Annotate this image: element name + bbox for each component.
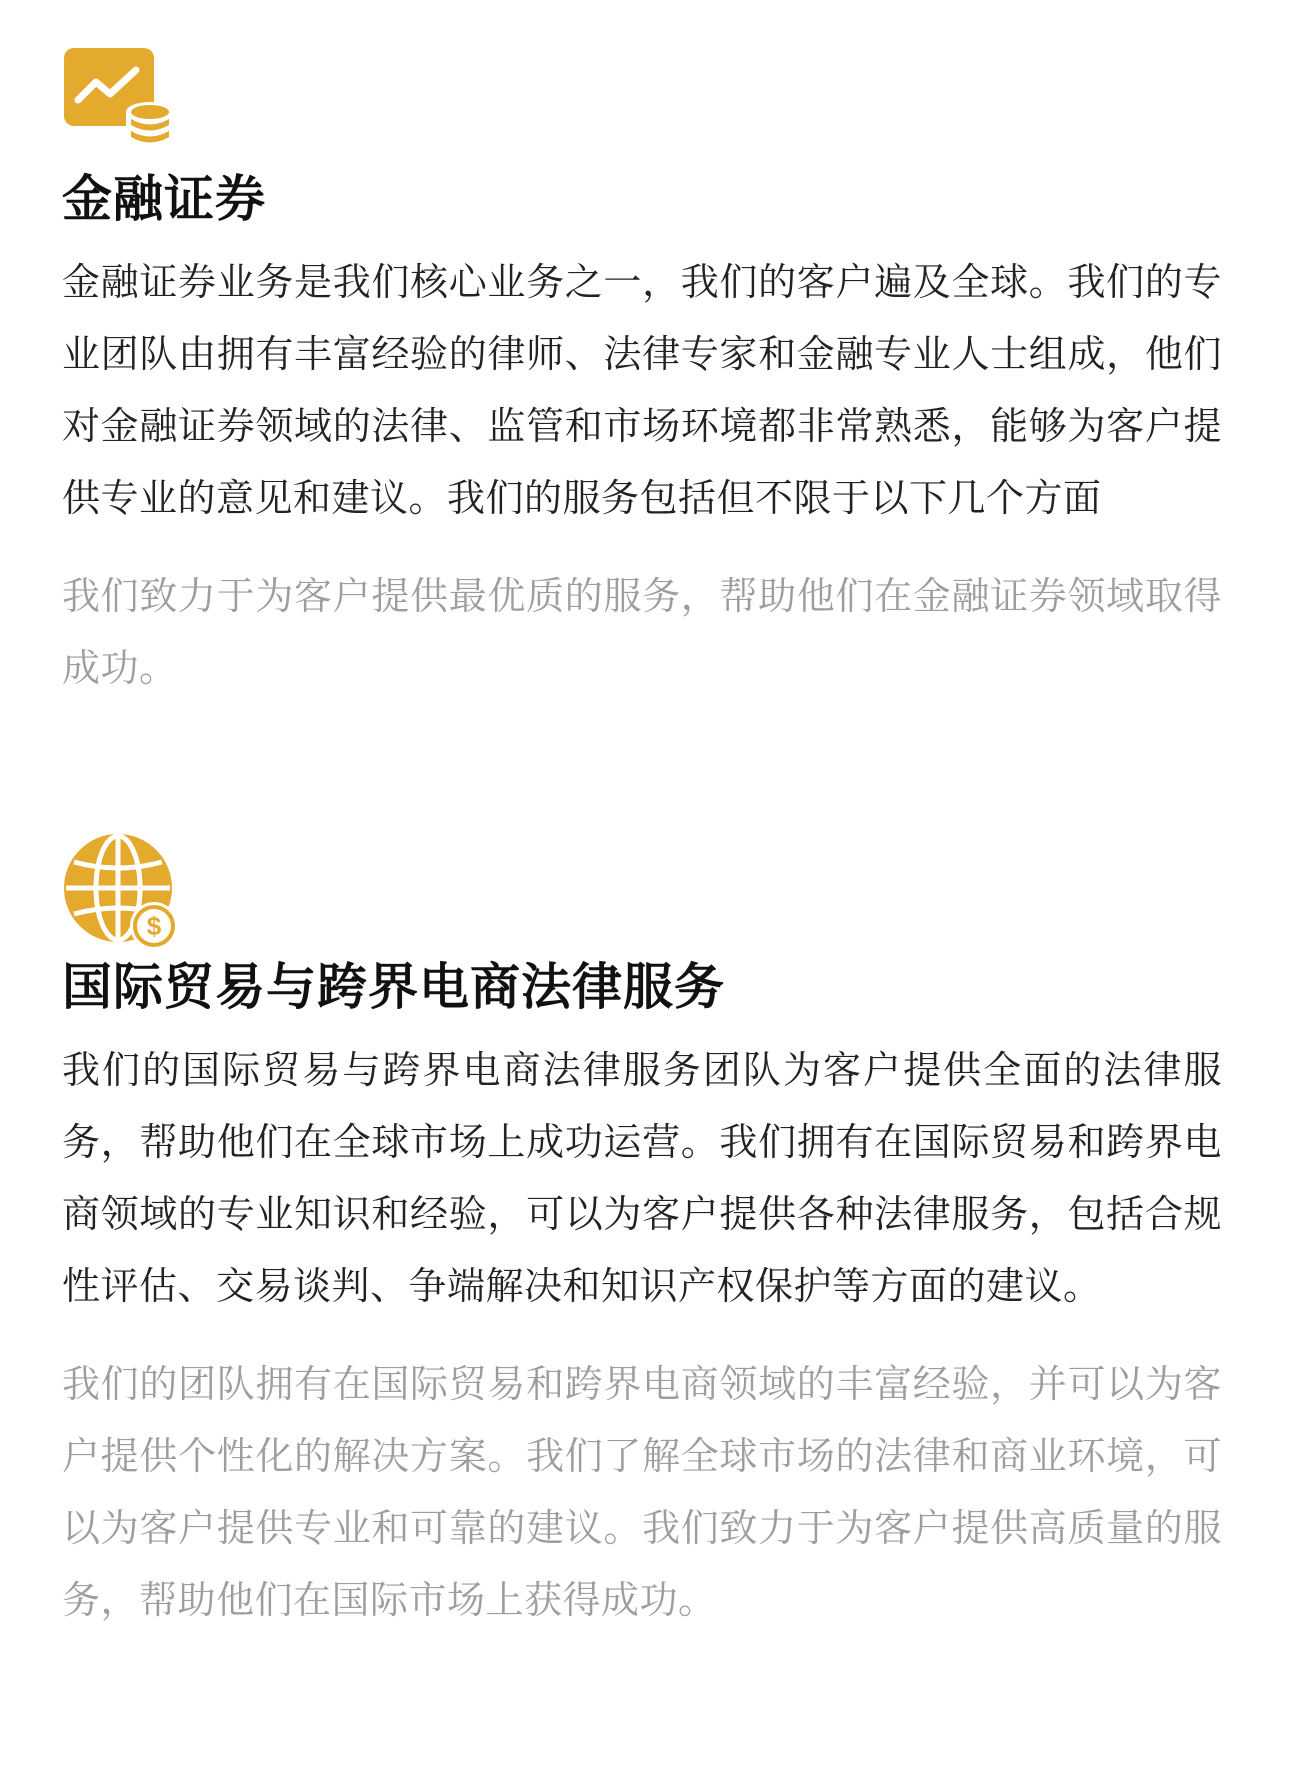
globe-dollar-icon [62, 838, 182, 942]
section-body-text: 金融证券业务是我们核心业务之一，我们的客户遍及全球。我们的专业团队由拥有丰富经验的律师、法律专家和金融专业人士组成，他们对金融证券领域的法律、监管和市场环境都非常熟悉，能够为客户提供专业的意见和建议。我们的服务包括但不限于以下几个方面 [62, 260, 1222, 520]
finance-securities-section [62, 46, 1222, 704]
section-note-text: 我们致力于为客户提供最优质的服务，帮助他们在金融证券领域取得成功。 [62, 574, 1222, 690]
section-body-text: 我们的国际贸易与跨界电商法律服务团队为客户提供全面的法律服务，帮助他们在全球市场上成功运营。我们拥有在国际贸易和跨界电商领域的专业知识和经验，可以为客户提供各种法律服务，包括合规性评估、交易谈判、争端解决和知识产权保护等方面的建议。 [62, 1048, 1222, 1308]
section-title: 国际贸易与跨界电商法律服务 [62, 959, 725, 1015]
svg-text:$: $ [146, 911, 162, 941]
international-trade-section [62, 838, 1222, 1636]
finance-chart-coins-icon [62, 46, 182, 150]
section-title: 金融证券 [62, 171, 266, 227]
section-note-text: 我们的团队拥有在国际贸易和跨界电商领域的丰富经验，并可以为客户提供个性化的解决方案。我们了解全球市场的法律和商业环境，可以为客户提供专业和可靠的建议。我们致力于为客户提供高质量的服务，帮助他们在国际市场上获得成功。 [62, 1362, 1222, 1622]
